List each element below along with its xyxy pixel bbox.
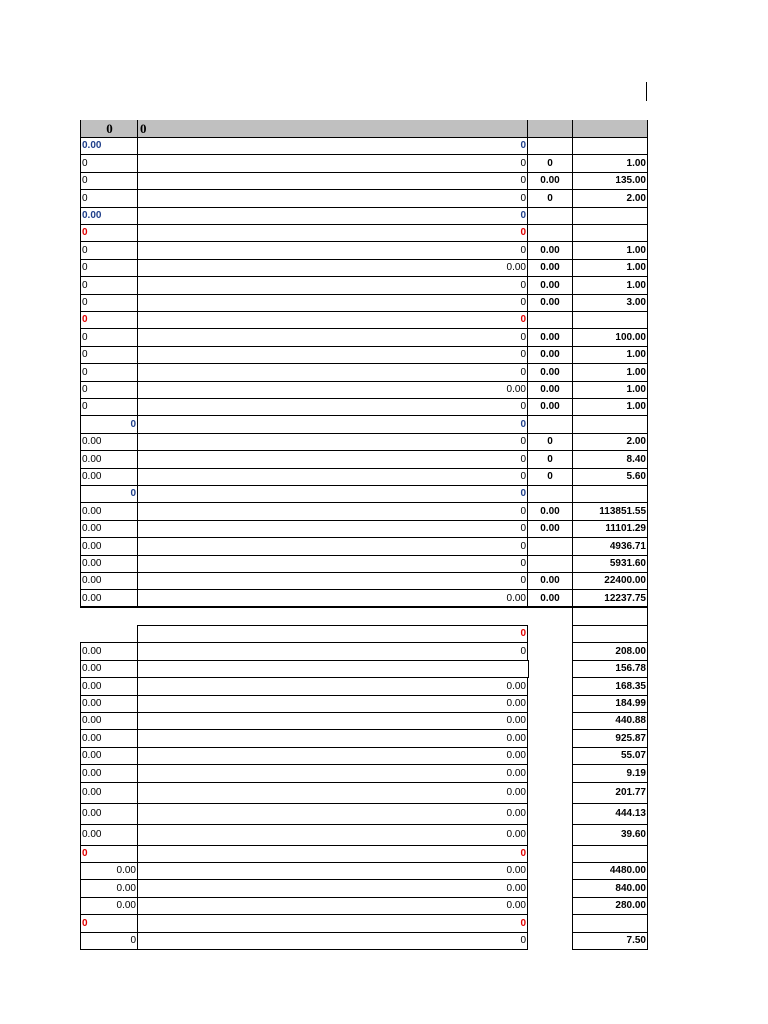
bottom-row-4-col-b[interactable]: 0.00: [137, 747, 528, 765]
row-20-col-b[interactable]: 0: [137, 485, 528, 503]
bottom-heading-col-d[interactable]: [572, 625, 648, 643]
row-15-col-a[interactable]: 0: [80, 398, 138, 416]
row-15-col-d[interactable]: 1.00: [572, 398, 648, 416]
row-9-col-a[interactable]: 0: [80, 294, 138, 312]
header-col-b: 0: [137, 120, 528, 137]
row-13-col-a[interactable]: 0: [80, 363, 138, 382]
group1-row-0-col-d[interactable]: 4480.00: [572, 862, 648, 880]
row-26-col-d[interactable]: 12237.75: [572, 589, 648, 608]
row-12-col-b[interactable]: 0: [137, 346, 528, 364]
bottom-row-3-col-b[interactable]: 0.00: [137, 729, 528, 748]
row-14-col-d[interactable]: 1.00: [572, 381, 648, 399]
row-18-col-c[interactable]: 0: [527, 450, 573, 469]
group1-row-1-col-a[interactable]: 0.00: [80, 879, 138, 898]
row-13-col-c[interactable]: 0.00: [527, 363, 573, 382]
group1-row-1-col-d[interactable]: 840.00: [572, 879, 648, 898]
row-3-col-a[interactable]: 0: [80, 189, 138, 208]
bottom-row-6-col-a[interactable]: 0.00: [80, 782, 138, 804]
row-10-col-c[interactable]: [527, 311, 573, 329]
row-18-col-a[interactable]: 0.00: [80, 450, 138, 469]
group1-row-2-col-b[interactable]: 0.00: [137, 897, 528, 915]
row-13-col-d[interactable]: 1.00: [572, 363, 648, 382]
group2-row-0-col-a[interactable]: 0: [80, 932, 138, 950]
row-10-col-a[interactable]: 0: [80, 311, 138, 329]
group2-row-0-col-d[interactable]: 7.50: [572, 932, 648, 950]
row-15-col-c[interactable]: 0.00: [527, 398, 573, 416]
bottom-row1-col-b[interactable]: 0: [137, 642, 528, 661]
row-2-col-d[interactable]: 135.00: [572, 172, 648, 190]
row-6-col-d[interactable]: 1.00: [572, 241, 648, 260]
row-7-col-b[interactable]: 0.00: [137, 259, 528, 277]
row-3-col-d[interactable]: 2.00: [572, 189, 648, 208]
spacer-col-a[interactable]: [80, 607, 138, 626]
row-12-col-c[interactable]: 0.00: [527, 346, 573, 364]
bottom-row-6-col-b[interactable]: 0.00: [137, 782, 528, 804]
bottom-row2-col-b[interactable]: [137, 660, 529, 678]
header-col-c: [527, 120, 573, 137]
row-18-col-b[interactable]: 0: [137, 450, 528, 469]
row-20-col-d[interactable]: [572, 485, 648, 503]
group1-col-a[interactable]: 0: [80, 845, 138, 863]
row-10-col-b[interactable]: 0: [137, 311, 528, 329]
row-14-col-b[interactable]: 0.00: [137, 381, 528, 399]
row-25-col-d[interactable]: 22400.00: [572, 572, 648, 590]
row-19-col-c[interactable]: 0: [527, 468, 573, 486]
row-7-col-c[interactable]: 0.00: [527, 259, 573, 277]
row-8-col-d[interactable]: 1.00: [572, 276, 648, 295]
bottom-row-5-col-a[interactable]: 0.00: [80, 764, 138, 783]
row-21-col-c[interactable]: 0.00: [527, 502, 573, 521]
group1-col-b[interactable]: 0: [137, 845, 528, 863]
row-24-col-b[interactable]: 0: [137, 555, 528, 573]
bottom-row-2-col-d[interactable]: 440.88: [572, 712, 648, 730]
row-23-col-a[interactable]: 0.00: [80, 537, 138, 556]
group1-row-0-col-a[interactable]: 0.00: [80, 862, 138, 880]
row-12-col-a[interactable]: 0: [80, 346, 138, 364]
row-22-col-d[interactable]: 11101.29: [572, 520, 648, 538]
row-20-col-c[interactable]: [527, 485, 573, 503]
row-1-col-c[interactable]: 0: [527, 154, 573, 173]
row-5-col-b[interactable]: 0: [137, 224, 528, 242]
row-4-col-a[interactable]: 0.00: [80, 207, 138, 225]
row-17-col-d[interactable]: 2.00: [572, 433, 648, 451]
bottom-row-2-col-a[interactable]: 0.00: [80, 712, 138, 730]
bottom-row-4-col-a[interactable]: 0.00: [80, 747, 138, 765]
row-14-col-c[interactable]: 0.00: [527, 381, 573, 399]
row-25-col-a[interactable]: 0.00: [80, 572, 138, 590]
group2-row-0-col-b[interactable]: 0: [137, 932, 528, 950]
row-17-col-c[interactable]: 0: [527, 433, 573, 451]
row-5-col-d[interactable]: [572, 224, 648, 242]
row-0-col-d[interactable]: [572, 137, 648, 155]
group2-col-b[interactable]: 0: [137, 914, 528, 933]
bottom-row-1-col-a[interactable]: 0.00: [80, 695, 138, 713]
bottom-row2-col-d[interactable]: 156.78: [572, 660, 648, 678]
row-10-col-d[interactable]: [572, 311, 648, 329]
row-12-col-d[interactable]: 1.00: [572, 346, 648, 364]
row-13-col-b[interactable]: 0: [137, 363, 528, 382]
row-16-col-d[interactable]: [572, 415, 648, 434]
row-2-col-a[interactable]: 0: [80, 172, 138, 190]
row-21-col-b[interactable]: 0: [137, 502, 528, 521]
row-11-col-a[interactable]: 0: [80, 328, 138, 347]
bottom-row-8-col-b[interactable]: 0.00: [137, 824, 528, 846]
header-col-d: [572, 120, 648, 137]
row-1-col-d[interactable]: 1.00: [572, 154, 648, 173]
row-24-col-d[interactable]: 5931.60: [572, 555, 648, 573]
row-9-col-b[interactable]: 0: [137, 294, 528, 312]
bottom-row-3-col-a[interactable]: 0.00: [80, 729, 138, 748]
row-11-col-b[interactable]: 0: [137, 328, 528, 347]
bottom-row-5-col-d[interactable]: 9.19: [572, 764, 648, 783]
row-8-col-c[interactable]: 0.00: [527, 276, 573, 295]
group1-col-d[interactable]: [572, 845, 648, 863]
row-24-col-a[interactable]: 0.00: [80, 555, 138, 573]
row-25-col-b[interactable]: 0: [137, 572, 528, 590]
row-23-col-d[interactable]: 4936.71: [572, 537, 648, 556]
bottom-row1-col-d[interactable]: 208.00: [572, 642, 648, 661]
group1-row-0-col-b[interactable]: 0.00: [137, 862, 528, 880]
bottom-row-2-col-b[interactable]: 0.00: [137, 712, 528, 730]
group1-row-1-col-b[interactable]: 0.00: [137, 879, 528, 898]
row-1-col-a[interactable]: 0: [80, 154, 138, 173]
row-9-col-c[interactable]: 0.00: [527, 294, 573, 312]
bottom-row2-col-a[interactable]: 0.00: [80, 660, 138, 678]
bottom-row-0-col-b[interactable]: 0.00: [137, 677, 528, 696]
row-2-col-c[interactable]: 0.00: [527, 172, 573, 190]
row-3-col-b[interactable]: 0: [137, 189, 528, 208]
header-col-a: 0: [80, 120, 138, 137]
row-0-col-b[interactable]: 0: [137, 137, 528, 155]
row-4-col-c[interactable]: [527, 207, 573, 225]
row-26-col-c[interactable]: 0.00: [527, 589, 573, 608]
row-1-col-b[interactable]: 0: [137, 154, 528, 173]
bottom-row-7-col-a[interactable]: 0.00: [80, 803, 138, 825]
section-divider: [80, 606, 648, 607]
row-2-col-b[interactable]: 0: [137, 172, 528, 190]
row-5-col-c[interactable]: [527, 224, 573, 242]
row-6-col-c[interactable]: 0.00: [527, 241, 573, 260]
row-21-col-a[interactable]: 0.00: [80, 502, 138, 521]
row-17-col-b[interactable]: 0: [137, 433, 528, 451]
bottom-row-1-col-b[interactable]: 0.00: [137, 695, 528, 713]
row-16-col-a[interactable]: 0: [80, 415, 138, 434]
group1-row-2-col-a[interactable]: 0.00: [80, 897, 138, 915]
row-7-col-d[interactable]: 1.00: [572, 259, 648, 277]
row-16-col-c[interactable]: [527, 415, 573, 434]
row-8-col-a[interactable]: 0: [80, 276, 138, 295]
row-17-col-a[interactable]: 0.00: [80, 433, 138, 451]
row-4-col-d[interactable]: [572, 207, 648, 225]
bottom-row-6-col-d[interactable]: 201.77: [572, 782, 648, 804]
text-cursor: [646, 82, 647, 101]
bottom-row1-col-a[interactable]: 0.00: [80, 642, 138, 661]
row-5-col-a[interactable]: 0: [80, 224, 138, 242]
row-19-col-a[interactable]: 0.00: [80, 468, 138, 486]
bottom-row-7-col-b[interactable]: 0.00: [137, 803, 528, 825]
row-26-col-a[interactable]: 0.00: [80, 589, 138, 608]
row-8-col-b[interactable]: 0: [137, 276, 528, 295]
bottom-row-0-col-d[interactable]: 168.35: [572, 677, 648, 696]
row-19-col-d[interactable]: 5.60: [572, 468, 648, 486]
spacer-col-d[interactable]: [572, 607, 648, 626]
row-3-col-c[interactable]: 0: [527, 189, 573, 208]
bottom-row-7-col-d[interactable]: 444.13: [572, 803, 648, 825]
row-11-col-c[interactable]: 0.00: [527, 328, 573, 347]
row-0-col-a[interactable]: 0.00: [80, 137, 138, 155]
row-22-col-c[interactable]: 0.00: [527, 520, 573, 538]
bottom-row-5-col-b[interactable]: 0.00: [137, 764, 528, 783]
row-6-col-a[interactable]: 0: [80, 241, 138, 260]
row-23-col-b[interactable]: 0: [137, 537, 528, 556]
row-9-col-d[interactable]: 3.00: [572, 294, 648, 312]
row-16-col-b[interactable]: 0: [137, 415, 528, 434]
bottom-row-8-col-a[interactable]: 0.00: [80, 824, 138, 846]
group2-col-d[interactable]: [572, 914, 648, 933]
row-21-col-d[interactable]: 113851.55: [572, 502, 648, 521]
row-20-col-a[interactable]: 0: [80, 485, 138, 503]
row-18-col-d[interactable]: 8.40: [572, 450, 648, 469]
row-23-col-c[interactable]: [527, 537, 573, 556]
row-19-col-b[interactable]: 0: [137, 468, 528, 486]
group2-col-a[interactable]: 0: [80, 914, 138, 933]
row-0-col-c[interactable]: [527, 137, 573, 155]
row-26-col-b[interactable]: 0.00: [137, 589, 528, 608]
bottom-row-1-col-d[interactable]: 184.99: [572, 695, 648, 713]
row-11-col-d[interactable]: 100.00: [572, 328, 648, 347]
row-4-col-b[interactable]: 0: [137, 207, 528, 225]
row-24-col-c[interactable]: [527, 555, 573, 573]
bottom-row-3-col-d[interactable]: 925.87: [572, 729, 648, 748]
row-22-col-b[interactable]: 0: [137, 520, 528, 538]
bottom-row-4-col-d[interactable]: 55.07: [572, 747, 648, 765]
row-25-col-c[interactable]: 0.00: [527, 572, 573, 590]
bottom-row-0-col-a[interactable]: 0.00: [80, 677, 138, 696]
row-6-col-b[interactable]: 0: [137, 241, 528, 260]
row-22-col-a[interactable]: 0.00: [80, 520, 138, 538]
row-14-col-a[interactable]: 0: [80, 381, 138, 399]
bottom-row-8-col-d[interactable]: 39.60: [572, 824, 648, 846]
row-15-col-b[interactable]: 0: [137, 398, 528, 416]
group1-row-2-col-d[interactable]: 280.00: [572, 897, 648, 915]
bottom-heading-col-b[interactable]: 0: [137, 625, 528, 643]
row-7-col-a[interactable]: 0: [80, 259, 138, 277]
